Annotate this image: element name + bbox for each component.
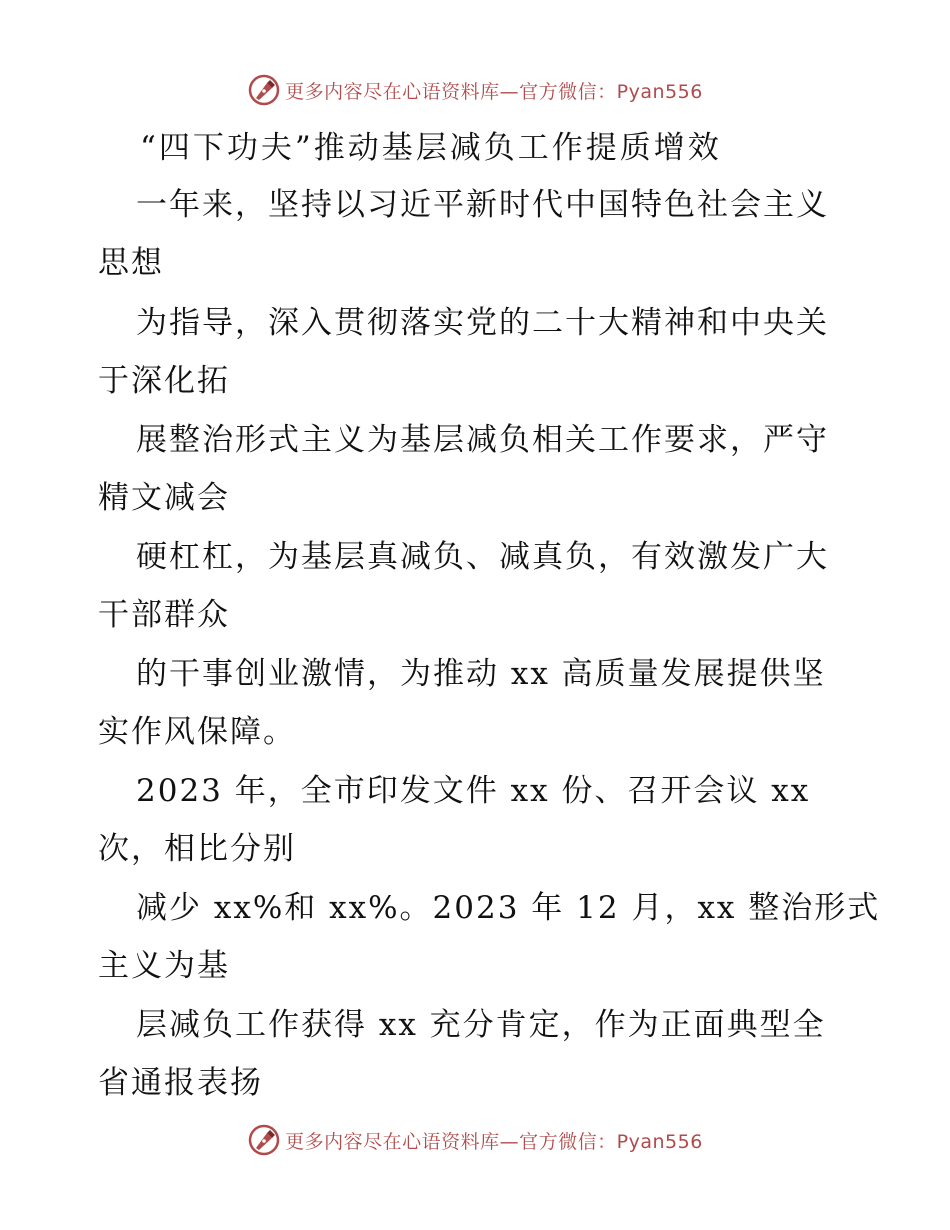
pen-nib-logo-icon xyxy=(247,1123,281,1157)
footer-banner xyxy=(0,1120,950,1160)
body-line: 硬杠杠，为基层真减负、减真负，有效激发广大 xyxy=(136,539,829,575)
pen-nib-logo-icon xyxy=(247,73,281,107)
body-line: 精文减会 xyxy=(98,480,230,516)
body-line: 展整治形式主义为基层减负相关工作要求，严守 xyxy=(136,422,829,458)
body-line: 省通报表扬 xyxy=(98,1065,263,1101)
body-line: 2023 年，全市印发文件 xx 份、召开会议 xx xyxy=(136,773,811,809)
body-line: 层减负工作获得 xx 充分肯定，作为正面典型全 xyxy=(136,1007,826,1043)
body-line: 减少 xx%和 xx%。2023 年 12 月，xx 整治形式 xyxy=(136,890,881,926)
body-line: 一年来，坚持以习近平新时代中国特色社会主义 xyxy=(136,187,829,223)
document-title: “四下功夫”推动基层减负工作提质增效 xyxy=(140,130,722,166)
body-line: 实作风保障。 xyxy=(98,714,296,750)
header-banner xyxy=(0,70,950,110)
body-line: 主义为基 xyxy=(98,948,230,984)
body-line: 干部群众 xyxy=(98,597,230,633)
body-line: 思想 xyxy=(98,245,164,281)
body-line: 为指导，深入贯彻落实党的二十大精神和中央关 xyxy=(136,305,829,341)
body-line: 的干事创业激情，为推动 xx 高质量发展提供坚 xyxy=(136,656,826,692)
footer-banner-text: 更多内容尽在心语资料库—官方微信：Pyan556 xyxy=(285,1130,703,1153)
body-line: 次，相比分别 xyxy=(98,831,296,867)
body-line: 于深化拓 xyxy=(98,363,230,399)
header-banner-text: 更多内容尽在心语资料库—官方微信：Pyan556 xyxy=(285,80,703,103)
